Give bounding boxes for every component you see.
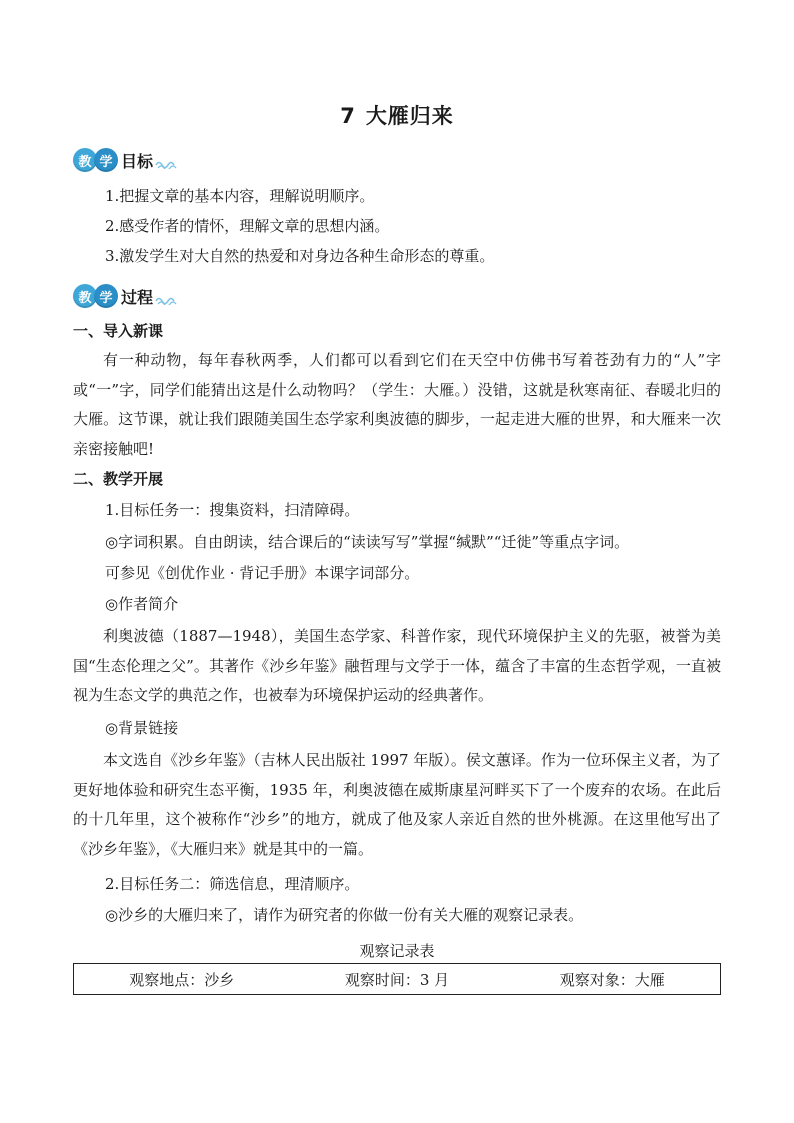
process-label: 过程 xyxy=(121,287,154,307)
observation-record-table xyxy=(73,963,721,995)
vocab-item: ◎字词积累。自由朗读，结合课后的“读读写写”掌握“缄默”“迁徙”等重点字词。 xyxy=(105,533,630,551)
objectives-badge xyxy=(73,148,118,172)
table-cell-subject: 观察对象：大雁 xyxy=(559,970,665,989)
author-heading: ◎作者简介 xyxy=(105,595,179,613)
process-section-header xyxy=(73,282,177,310)
vocab-reference: 可参见《创优作业 · 背记手册》本课字词部分。 xyxy=(105,564,420,582)
badge-char-1: 教 xyxy=(73,148,97,172)
badge-char-2: 学 xyxy=(94,284,118,308)
lesson-title-text: 大雁归来 xyxy=(365,104,454,128)
task1-heading: 1.目标任务一：搜集资料，扫清障碍。 xyxy=(105,501,360,519)
intro-paragraph: 有一种动物，每年春秋两季，人们都可以看到它们在天空中仿佛书写着苍劲有力的“人”字或“一”字，同学们能猜出这是什么动物吗？（学生：大雁。）没错，这就是秋寒南征、春暖北归的大雁。这节课，就让我们跟随美国生态学家利奥波德的脚步，一起走进大雁的世界，和大雁来一次亲密接触吧! xyxy=(73,351,721,458)
badge-char-2: 学 xyxy=(94,148,118,172)
wave-decoration-icon xyxy=(155,159,177,169)
table-cell-time: 观察时间：3 月 xyxy=(344,970,450,989)
objective-item: 3.激发学生对大自然的热爱和对身边各种生命形态的尊重。 xyxy=(105,247,495,265)
table-caption: 观察记录表 xyxy=(359,942,435,960)
background-paragraph: 本文选自《沙乡年鉴》（吉林人民出版社 1997 年版）。侯文蕙译。作为一位环保主义者，为了更好地体验和研究生态平衡，1935 年，利奥波德在威斯康星河畔买下了一个废弃的农场。在此后的十几年里，这个被称作“沙乡”的地方，就成了他及家人亲近自然的世外桃源。在这里他写出了《沙乡年鉴》，《大雁归来》就是其中的一篇。 xyxy=(73,751,721,858)
table-cell-location: 观察地点：沙乡 xyxy=(129,970,235,989)
lesson-title xyxy=(0,100,794,130)
objectives-label: 目标 xyxy=(121,151,154,171)
objectives-section-header xyxy=(73,146,177,174)
author-paragraph: 利奥波德（1887—1948），美国生态学家、科普作家，现代环境保护主义的先驱，被誉为美国“生态伦理之父”。其著作《沙乡年鉴》融哲理与文学于一体，蕴含了丰富的生态哲学观，一直被视为生态文学的典范之作，也被奉为环境保护运动的经典著作。 xyxy=(73,627,721,704)
task2-heading: 2.目标任务二：筛选信息，理清顺序。 xyxy=(105,875,360,893)
objective-item: 2.感受作者的情怀，理解文章的思想内涵。 xyxy=(105,217,390,235)
part2-heading: 二、教学开展 xyxy=(73,470,164,488)
process-badge xyxy=(73,284,118,308)
task2-description: ◎沙乡的大雁归来了，请作为研究者的你做一份有关大雁的观察记录表。 xyxy=(105,906,584,924)
objective-item: 1.把握文章的基本内容，理解说明顺序。 xyxy=(105,187,375,205)
wave-decoration-icon xyxy=(155,295,177,305)
lesson-number: 7 xyxy=(340,104,356,128)
background-heading: ◎背景链接 xyxy=(105,719,179,737)
part1-heading: 一、导入新课 xyxy=(73,322,164,340)
badge-char-1: 教 xyxy=(73,284,97,308)
